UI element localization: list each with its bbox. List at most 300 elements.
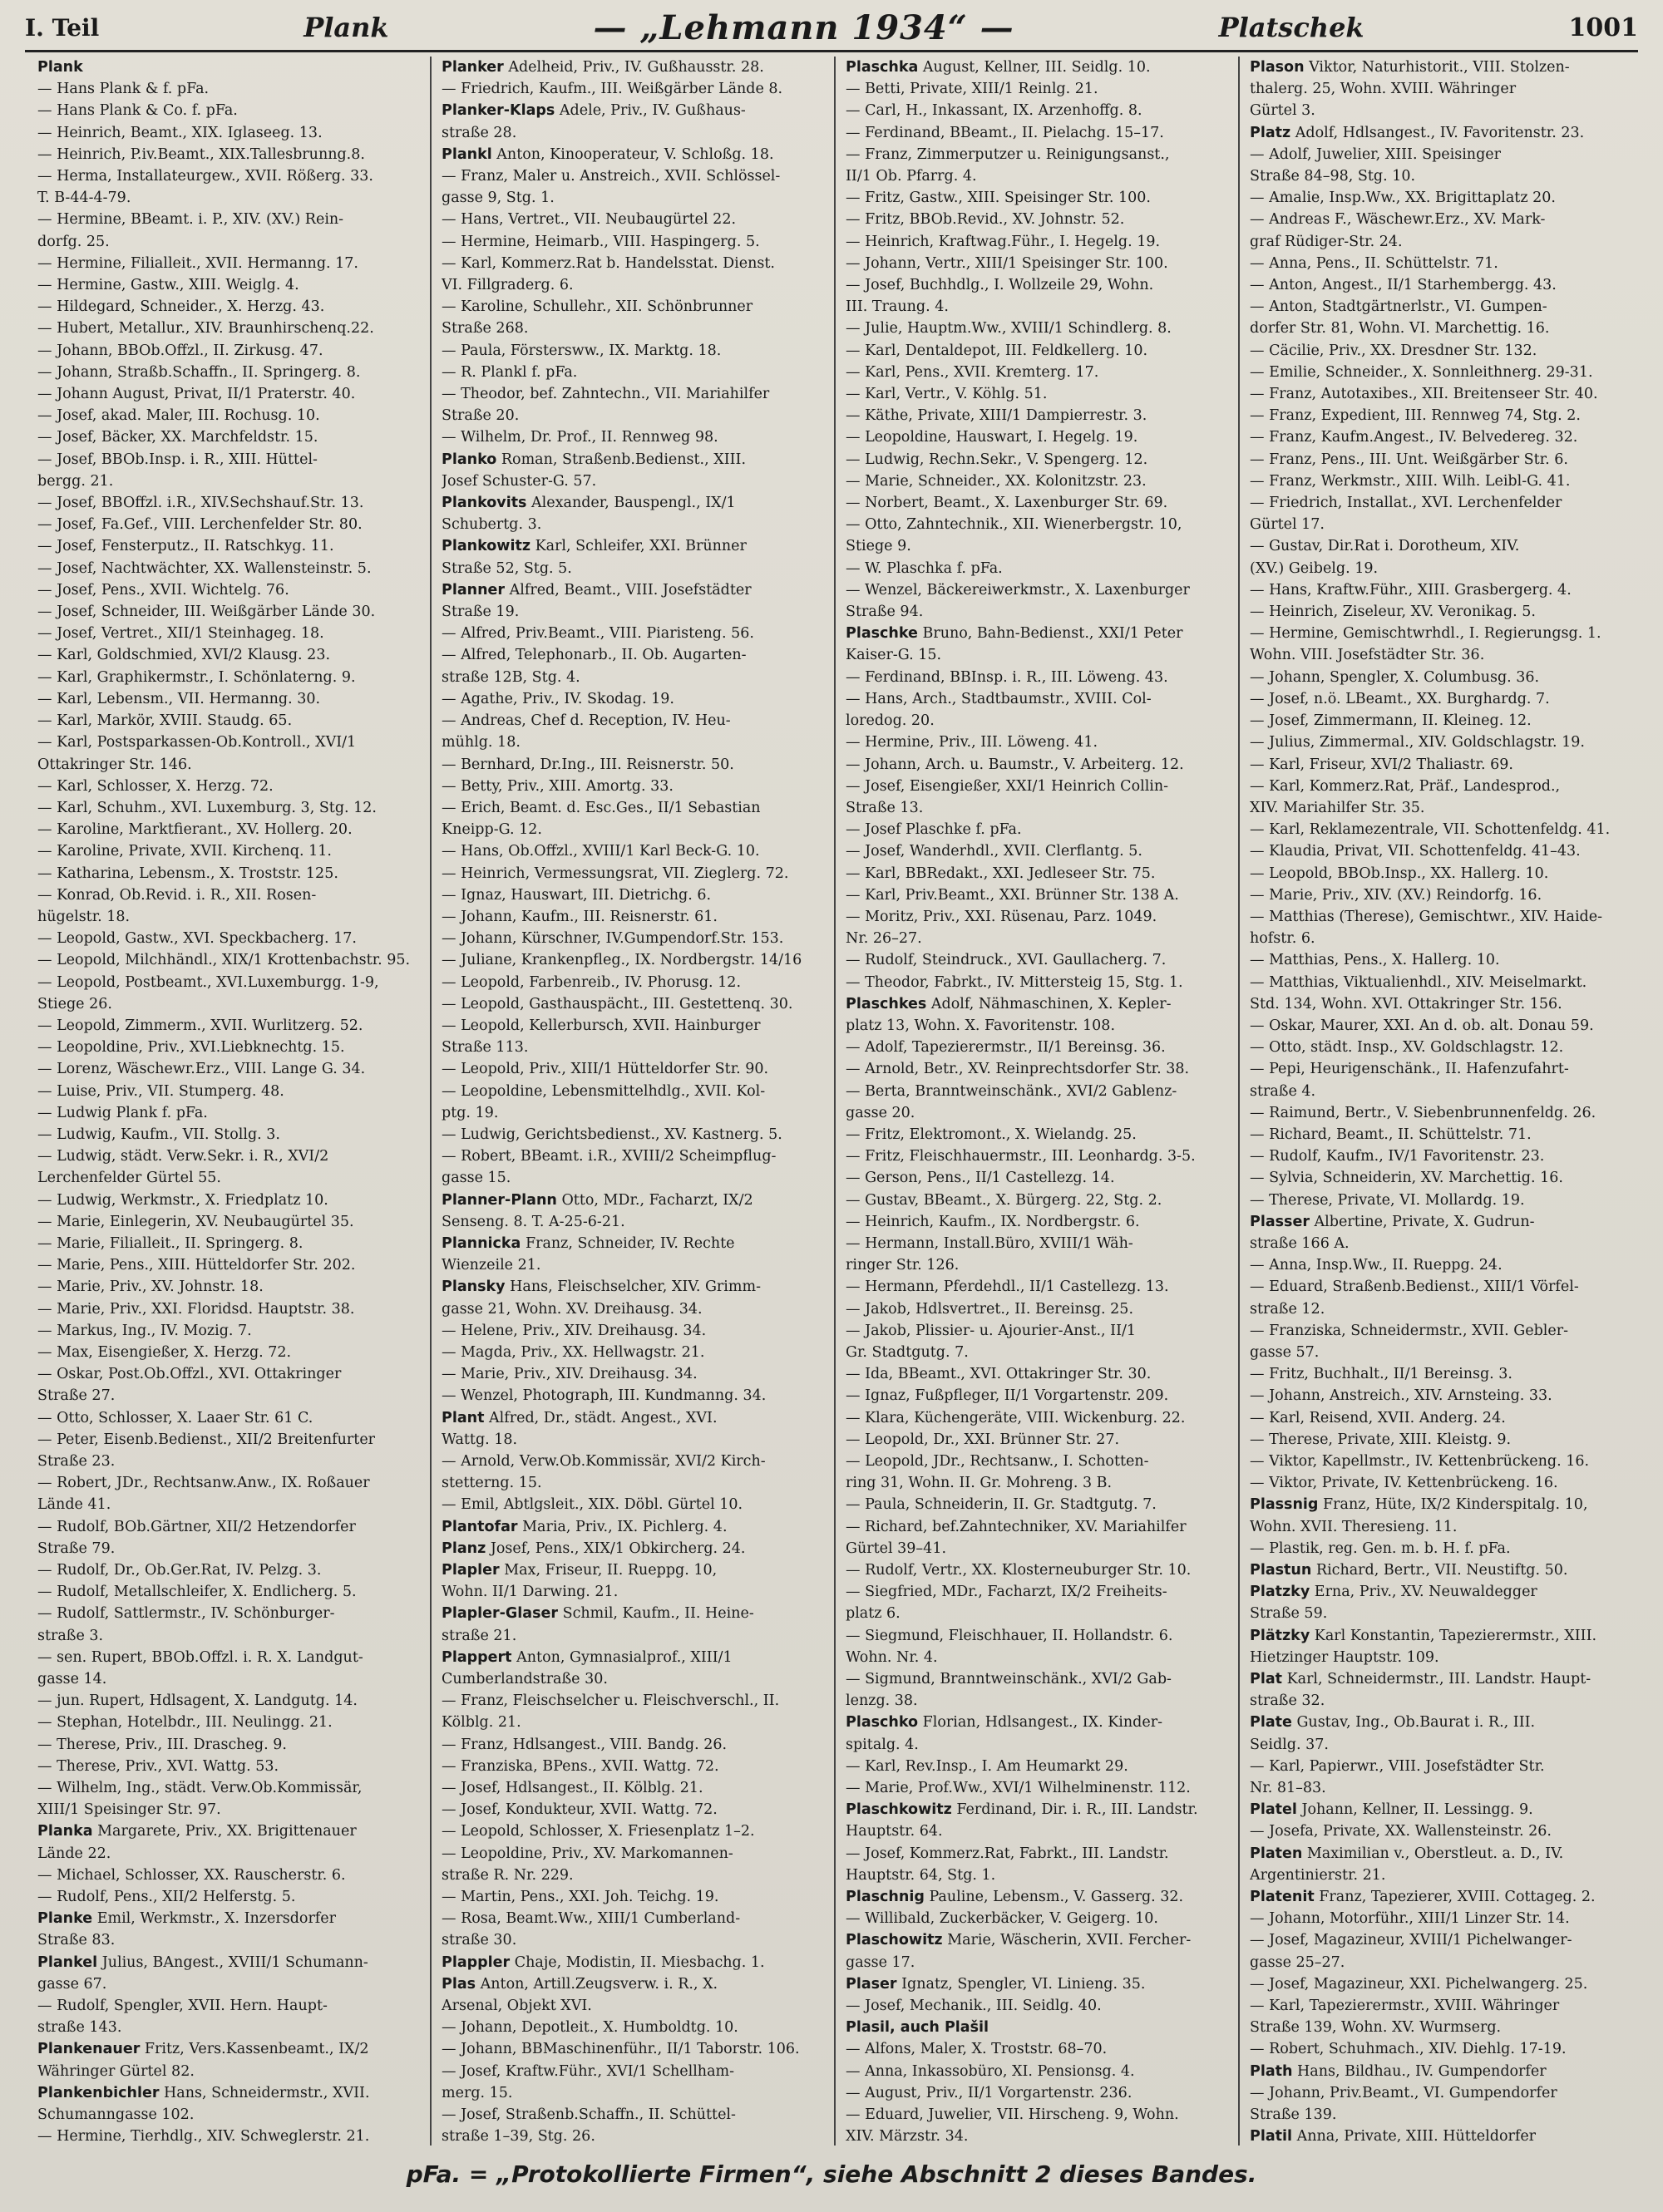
directory-entry	[1250, 1037, 1636, 1058]
entry-text: Wienzeile 21.	[442, 1257, 541, 1274]
entry-text: — Karl, Markör, XVIII. Staudg. 65.	[37, 712, 293, 730]
entry-text: — Josef, Kondukteur, XVII. Wattg. 72.	[442, 1801, 718, 1819]
entry-text: — Heinrich, Kaufm., IX. Nordbergstr. 6.	[846, 1213, 1140, 1230]
directory-entry	[442, 1167, 827, 1189]
entry-text: Ottakringer Str. 146.	[37, 756, 192, 773]
directory-entry	[37, 1320, 423, 1342]
entry-text: — Hans, Kraftw.Führ., XIII. Grasbergerg. 4.	[1250, 581, 1572, 599]
directory-entry	[37, 1865, 423, 1886]
directory-entry	[846, 209, 1231, 230]
directory-entry	[1250, 318, 1636, 339]
directory-entry	[1250, 819, 1636, 840]
entry-text: VI. Fillgraderg. 6.	[442, 277, 574, 294]
directory-entry	[1250, 1712, 1636, 1733]
directory-entry	[442, 1494, 827, 1515]
entry-text: bergg. 21.	[37, 472, 114, 490]
entry-text: Adele, Priv., IV. Gußhaus-	[555, 102, 746, 120]
directory-entry	[846, 2126, 1231, 2145]
directory-entry	[846, 819, 1231, 840]
entry-text: Julius, BAngest., XVIII/1 Schumann-	[97, 1953, 368, 1971]
directory-entry	[442, 78, 827, 100]
entry-text: gasse 57.	[1250, 1343, 1320, 1361]
entry-text: — Karl, Dentaldepot, III. Feldkellerg. 10.	[846, 342, 1148, 359]
directory-entry	[1250, 1363, 1636, 1385]
entry-text: — Betti, Private, XIII/1 Reinlg. 21.	[846, 81, 1098, 98]
entry-text: — Johann, Anstreich., XIV. Arnsteing. 33.	[1250, 1387, 1552, 1405]
directory-entry	[442, 362, 827, 383]
directory-entry	[37, 1995, 423, 2017]
directory-entry	[846, 1298, 1231, 1320]
entry-text: gasse 9, Stg. 1.	[442, 190, 555, 207]
directory-entry	[846, 1973, 1231, 1995]
entry-text: Franz, Schneider, IV. Rechte	[521, 1234, 735, 1252]
directory-entry	[442, 1211, 827, 1233]
directory-entry	[37, 623, 423, 644]
entry-text: Schmil, Kaufm., II. Heine-	[558, 1605, 754, 1623]
entry-text: — Otto, Schlosser, X. Laaer Str. 61 C.	[37, 1409, 313, 1426]
directory-entry	[1250, 405, 1636, 426]
directory-entry	[37, 122, 423, 144]
entry-text: — Josefa, Private, XX. Wallensteinstr. 26.	[1250, 1823, 1552, 1840]
surname-keyword: Platz	[1250, 124, 1291, 141]
entry-text: Straße 13.	[846, 799, 924, 816]
entry-text: — Marie, Einlegerin, XV. Neubaugürtel 35.	[37, 1213, 354, 1230]
entry-text: — Franz, Fleischselcher u. Fleischverschl., II.	[442, 1692, 780, 1710]
directory-entry	[846, 644, 1231, 666]
directory-entry	[37, 732, 423, 753]
entry-text: Albertine, Private, X. Gudrun-	[1309, 1213, 1535, 1230]
directory-entry	[37, 2082, 423, 2104]
entry-text: straße 166 A.	[1250, 1234, 1350, 1252]
entry-text: — Leopold, Priv., XIII/1 Hütteldorfer Str. 90.	[442, 1061, 769, 1078]
entry-text: Anton, Artill.Zeugsverw. i. R., X.	[476, 1975, 718, 1993]
directory-entry	[442, 1276, 827, 1298]
entry-text: — Herma, Installateurgew., XVII. Rößerg. 33.	[37, 168, 373, 185]
directory-entry	[442, 1843, 827, 1865]
directory-entry	[37, 1799, 423, 1820]
directory-entry	[846, 906, 1231, 928]
surname-keyword: Plath	[1250, 2062, 1293, 2080]
directory-entry	[1250, 1973, 1636, 1995]
surname-keyword: Plansky	[442, 1278, 506, 1296]
directory-entry	[442, 1385, 827, 1407]
entry-text: — Max, Eisengießer, X. Herzg. 72.	[37, 1343, 292, 1361]
entry-text: — Anna, Pens., II. Schüttelstr. 71.	[1250, 254, 1498, 272]
directory-entry	[1250, 776, 1636, 797]
entry-text: — Michael, Schlosser, XX. Rauscherstr. 6.	[37, 1866, 346, 1884]
directory-entry	[846, 1538, 1231, 1559]
entry-text: gasse 21, Wohn. XV. Dreihausg. 34.	[442, 1300, 703, 1318]
directory-entry	[1250, 122, 1636, 144]
entry-text: — Josef, Straßenb.Schaffn., II. Schüttel-	[442, 2106, 736, 2124]
directory-entry	[1250, 1081, 1636, 1102]
directory-entry	[846, 797, 1231, 819]
directory-entry	[37, 1625, 423, 1647]
directory-entry	[37, 949, 423, 971]
directory-entry	[1250, 2017, 1636, 2038]
surname-keyword: Plant	[442, 1409, 485, 1426]
directory-entry	[1250, 906, 1636, 928]
entry-text: merg. 15.	[442, 2084, 513, 2101]
entry-text: — Ferdinand, BBInsp. i. R., III. Löweng. 43.	[846, 668, 1168, 686]
directory-entry	[442, 1451, 827, 1472]
entry-text: platz 13, Wohn. X. Favoritenstr. 108.	[846, 1017, 1116, 1034]
entry-text: graf Rüdiger-Str. 24.	[1250, 233, 1403, 250]
directory-entry	[846, 1145, 1231, 1167]
surname-keyword: Platenit	[1250, 1889, 1315, 1906]
entry-text: — Josef, Nachtwächter, XX. Wallensteinstr. 5.	[37, 559, 372, 577]
directory-entry	[846, 187, 1231, 209]
directory-entry	[846, 1581, 1231, 1603]
surname-keyword: Planner-Plann	[442, 1191, 557, 1209]
directory-entry	[37, 1102, 423, 1124]
directory-entry	[37, 819, 423, 840]
entry-text: Marie, Wäscherin, XVII. Fercher-	[942, 1932, 1192, 1949]
entry-text: — Johann, BBMaschinenführ., II/1 Taborstr. 106.	[442, 2041, 800, 2058]
directory-entry	[442, 1037, 827, 1058]
entry-text: — Raimund, Bertr., V. Siebenbrunnenfeldg. 26.	[1250, 1104, 1596, 1121]
directory-entry	[1250, 1276, 1636, 1298]
directory-entry	[37, 1451, 423, 1472]
directory-entry	[37, 426, 423, 448]
entry-text: — Berta, Branntweinschänk., XVI/2 Gablenz-	[846, 1082, 1177, 1100]
surname-keyword: Planker	[442, 59, 504, 76]
entry-text: lenzg. 38.	[846, 1692, 918, 1710]
entry-text: II/1 Ob. Pfarrg. 4.	[846, 168, 977, 185]
directory-entry	[1250, 1777, 1636, 1799]
directory-entry	[442, 819, 827, 840]
directory-entry	[1250, 1929, 1636, 1951]
directory-entry	[846, 667, 1231, 688]
directory-entry	[1250, 1734, 1636, 1756]
entry-text: straße 28.	[442, 124, 517, 141]
entry-text: gasse 14.	[37, 1671, 107, 1688]
entry-text: — Rudolf, Steindruck., XVI. Gaullacherg. 7.	[846, 952, 1167, 969]
entry-text: platz 6.	[846, 1605, 901, 1623]
entry-text: — Josef, Wanderhdl., XVII. Clerflantg. 5.	[846, 843, 1142, 860]
directory-entry	[37, 928, 423, 949]
entry-text: Lände 22.	[37, 1845, 111, 1862]
entry-text: Anna, Private, XIII. Hütteldorfer	[1292, 2128, 1537, 2145]
directory-entry	[1250, 535, 1636, 557]
directory-entry	[37, 57, 423, 78]
directory-entry	[1250, 884, 1636, 906]
directory-entry	[37, 1538, 423, 1559]
entry-text: — Hans Plank & f. pFa.	[37, 81, 210, 98]
entry-text: — Josef, Vertret., XII/1 Steinhageg. 18.	[37, 625, 324, 643]
entry-text: Straße 20.	[442, 407, 520, 425]
directory-entry	[37, 1843, 423, 1865]
entry-text: — Leopold, Kellerbursch, XVII. Hainburger	[442, 1017, 761, 1034]
directory-entry	[37, 1407, 423, 1429]
directory-entry	[442, 1929, 827, 1951]
entry-text: — Anna, Insp.Ww., II. Rueppg. 24.	[1250, 1257, 1503, 1274]
directory-entry	[1250, 558, 1636, 579]
entry-text: — Robert, BBeamt. i.R., XVIII/2 Scheimpflug-	[442, 1148, 777, 1165]
directory-entry	[442, 993, 827, 1015]
directory-entry	[442, 209, 827, 230]
directory-entry	[37, 274, 423, 296]
entry-text: — Leopoldine, Priv., XVI.Liebknechtg. 15.	[37, 1039, 345, 1057]
directory-entry	[1250, 2038, 1636, 2060]
directory-entry	[37, 340, 423, 362]
entry-text: — Hermine, Priv., III. Löweng. 41.	[846, 734, 1098, 751]
directory-entry	[846, 1756, 1231, 1777]
directory-entry	[37, 100, 423, 121]
surname-keyword: Planner	[442, 581, 506, 599]
entry-text: Gr. Stadtgutg. 7.	[846, 1343, 969, 1361]
directory-entry	[37, 1494, 423, 1515]
entry-text: — Julius, Zimmermal., XIV. Goldschlagstr. 19.	[1250, 734, 1585, 751]
entry-text: Seidlg. 37.	[1250, 1736, 1329, 1753]
directory-entry	[846, 1385, 1231, 1407]
directory-entry	[37, 209, 423, 230]
entry-text: — W. Plaschka f. pFa.	[846, 559, 1003, 577]
entry-text: Nr. 81–83.	[1250, 1780, 1326, 1797]
directory-entry	[442, 1538, 827, 1559]
entry-text: — Josef, Kommerz.Rat, Fabrkt., III. Landstr.	[846, 1845, 1169, 1862]
directory-entry	[442, 884, 827, 906]
entry-text: — Rudolf, Dr., Ob.Ger.Rat, IV. Pelzg. 3.	[37, 1562, 322, 1579]
directory-entry	[37, 1145, 423, 1167]
entry-text: — Lorenz, Wäschewr.Erz., VIII. Lange G. 34.	[37, 1061, 366, 1078]
entry-text: — Amalie, Insp.Ww., XX. Brigittaplatz 20.	[1250, 190, 1556, 207]
directory-entry	[37, 776, 423, 797]
entry-text: — Pepi, Heurigenschänk., II. Hafenzufahrt-	[1250, 1061, 1569, 1078]
entry-text: — Jakob, Plissier- u. Ajourier-Anst., II/1	[846, 1322, 1137, 1339]
entry-text: — Hermine, Tierhdlg., XIV. Schweglerstr. 21.	[37, 2128, 370, 2145]
directory-entry	[1250, 1559, 1636, 1581]
directory-entry	[37, 187, 423, 209]
directory-entry	[37, 1429, 423, 1451]
entry-text: Arsenal, Objekt XVI.	[442, 1998, 592, 2015]
entry-text: — Therese, Priv., III. Drascheg. 9.	[37, 1736, 287, 1753]
entry-text: — Karoline, Schullehr., XII. Schönbrunner	[442, 298, 753, 316]
entry-text: — Leopold, Gastw., XVI. Speckbacherg. 17.	[37, 930, 357, 948]
directory-entry	[442, 754, 827, 776]
directory-entry	[37, 1190, 423, 1211]
entry-text: — Luise, Priv., VII. Stumperg. 48.	[37, 1082, 284, 1100]
surname-keyword: Plapler	[442, 1562, 500, 1579]
entry-text: Straße 94.	[846, 603, 924, 621]
directory-entry	[1250, 949, 1636, 971]
entry-text: — Therese, Private, VI. Mollardg. 19.	[1250, 1191, 1525, 1209]
entry-text: — Marie, Filialleit., II. Springerg. 8.	[37, 1234, 303, 1252]
entry-text: Franz, Tapezierer, XVIII. Cottageg. 2.	[1314, 1889, 1596, 1906]
directory-entry	[1250, 601, 1636, 623]
directory-entry	[846, 623, 1231, 644]
directory-entry	[1250, 688, 1636, 710]
directory-entry	[846, 253, 1231, 274]
entry-text: — Ludwig Plank f. pFa.	[37, 1104, 208, 1121]
entry-text: — Heinrich, Ziseleur, XV. Veronikag. 5.	[1250, 603, 1536, 621]
entry-text: — Hermine, BBeamt. i. P., XIV. (XV.) Rein-	[37, 211, 344, 229]
directory-entry	[442, 863, 827, 884]
surname-keyword: Plasser	[1250, 1213, 1310, 1230]
entry-text: — Josef, Kraftw.Führ., XVI/1 Schellham-	[442, 2062, 735, 2080]
entry-text: Hietzinger Hauptstr. 109.	[1250, 1648, 1439, 1666]
entry-text: — Franz, Maler u. Anstreich., XVII. Schlössel-	[442, 168, 781, 185]
entry-text: — Marie, Schneider., XX. Kolonitzstr. 23.	[846, 472, 1147, 490]
directory-entry	[846, 1690, 1231, 1712]
directory-entry	[846, 949, 1231, 971]
entry-text: — Marie, Prof.Ww., XVI/1 Wilhelminenstr. 112.	[846, 1780, 1191, 1797]
entry-text: Straße 23.	[37, 1453, 116, 1470]
directory-entry	[442, 1908, 827, 1929]
entry-text: — Karl, Friseur, XVI/2 Thaliastr. 69.	[1250, 756, 1513, 773]
entry-text: — Franz, Pens., III. Unt. Weißgärber Str. 6.	[1250, 451, 1568, 468]
entry-text: Straße 268.	[442, 320, 529, 337]
entry-text: Straße 59.	[1250, 1605, 1328, 1623]
directory-entry	[37, 2038, 423, 2060]
surname-keyword: Plannicka	[442, 1234, 521, 1252]
entry-text: — Fritz, Buchhalt., II/1 Bereinsg. 3.	[1250, 1366, 1512, 1383]
directory-entry	[442, 1124, 827, 1145]
entry-text: — Karl, Reklamezentrale, VII. Schottenfeldg. 41.	[1250, 821, 1611, 839]
directory-entry	[1250, 644, 1636, 666]
directory-entry	[37, 2017, 423, 2038]
entry-text: — Viktor, Kapellmstr., IV. Kettenbrückeng. 16.	[1250, 1453, 1590, 1470]
entry-text: — Karl, Kommerz.Rat b. Handelsstat. Dienst.	[442, 254, 775, 272]
directory-entry	[37, 710, 423, 732]
entry-text: — Franz, Zimmerputzer u. Reinigungsanst.,	[846, 145, 1170, 163]
entry-text: — Anton, Angest., II/1 Starhembergg. 43.	[1250, 277, 1557, 294]
directory-entry	[846, 993, 1231, 1015]
directory-entry	[1250, 732, 1636, 753]
directory-entry	[37, 514, 423, 535]
entry-text: Otto, MDr., Facharzt, IX/2	[556, 1191, 753, 1209]
directory-entry	[846, 1799, 1231, 1820]
entry-text: — Marie, Priv., XIV. (XV.) Reindorfg. 16.	[1250, 886, 1542, 904]
entry-text: — Agathe, Priv., IV. Skodag. 19.	[442, 690, 674, 707]
directory-entry	[37, 840, 423, 862]
directory-entry	[1250, 1385, 1636, 1407]
entry-text: — Josef, Hdlsangest., II. Kölblg. 21.	[442, 1780, 703, 1797]
entry-text: — Hermann, Install.Büro, XVIII/1 Wäh-	[846, 1234, 1133, 1252]
entry-text: straße 32.	[1250, 1692, 1325, 1710]
directory-entry	[442, 1254, 827, 1276]
entry-text: — Therese, Priv., XVI. Wattg. 53.	[37, 1757, 279, 1775]
entry-text: straße 4.	[1250, 1082, 1316, 1100]
directory-entry	[846, 972, 1231, 993]
directory-entry	[37, 1668, 423, 1690]
entry-text: — Josef, Zimmermann, II. Kleineg. 12.	[1250, 712, 1532, 730]
directory-entry	[1250, 1581, 1636, 1603]
entry-text: straße 12.	[1250, 1300, 1325, 1318]
directory-entry	[846, 470, 1231, 492]
entry-text: — Karl, Rev.Insp., I. Am Heumarkt 29.	[846, 1757, 1128, 1775]
directory-entry	[37, 1167, 423, 1189]
directory-entry	[442, 144, 827, 165]
entry-text: XIII/1 Speisinger Str. 97.	[37, 1801, 221, 1819]
directory-entry	[442, 579, 827, 601]
directory-entry	[1250, 1995, 1636, 2017]
directory-entry	[442, 449, 827, 470]
surname-keyword: Plapler-Glaser	[442, 1605, 559, 1623]
entry-text: — Arnold, Betr., XV. Reinprechtsdorfer Str. 38.	[846, 1061, 1190, 1078]
entry-text: — Franziska, BPens., XVII. Wattg. 72.	[442, 1757, 719, 1775]
directory-entry	[1250, 1799, 1636, 1820]
directory-entry	[1250, 57, 1636, 78]
entry-text: — jun. Rupert, Hdlsagent, X. Landgutg. 14.	[37, 1692, 358, 1710]
directory-entry	[37, 906, 423, 928]
surname-keyword: Plason	[1250, 59, 1305, 76]
entry-text: Josef Schuster-G. 57.	[442, 472, 597, 490]
directory-entry	[442, 514, 827, 535]
entry-text: — Josef, BBOb.Insp. i. R., XIII. Hüttel-	[37, 451, 318, 468]
directory-entry	[1250, 1190, 1636, 1211]
entry-text: — Hubert, Metallur., XIV. Braunhirschenq.22.	[37, 320, 374, 337]
entry-text: — Otto, Zahntechnik., XII. Wienerbergstr. 10,	[846, 516, 1182, 534]
surname-keyword: Plankl	[442, 145, 492, 163]
entry-text: — Karl, Postsparkassen-Ob.Kontroll., XVI/1	[37, 734, 357, 751]
entry-text: — Heinrich, Beamt., XIX. Iglaseeg. 13.	[37, 124, 323, 141]
directory-entry	[846, 754, 1231, 776]
entry-text: Lände 41.	[37, 1496, 111, 1514]
directory-entry	[846, 1472, 1231, 1494]
directory-entry	[846, 1908, 1231, 1929]
directory-entry	[846, 710, 1231, 732]
directory-entry	[846, 1712, 1231, 1733]
directory-entry	[442, 340, 827, 362]
directory-entry	[1250, 928, 1636, 949]
directory-entry	[1250, 1908, 1636, 1929]
surname-keyword: Plankel	[37, 1953, 98, 1971]
entry-text: — Leopold, BBOb.Insp., XX. Hallerg. 10.	[1250, 865, 1549, 882]
surname-keyword: Plaschnig	[846, 1889, 925, 1906]
directory-entry	[846, 318, 1231, 339]
entry-text: Gürtel 39–41.	[846, 1540, 947, 1557]
directory-entry	[846, 1603, 1231, 1624]
entry-text: Richard, Bertr., VII. Neustiftg. 50.	[1311, 1562, 1568, 1579]
surname-keyword: Plat	[1250, 1671, 1282, 1688]
entry-text: — Karoline, Marktfierant., XV. Hollerg. 20.	[37, 821, 353, 839]
directory-entry	[442, 1472, 827, 1494]
directory-entry	[37, 1712, 423, 1733]
surname-keyword: Planz	[442, 1540, 486, 1557]
directory-entry	[1250, 1668, 1636, 1690]
directory-entry	[37, 1124, 423, 1145]
directory-entry	[1250, 1690, 1636, 1712]
entry-text: gasse 25–27.	[1250, 1953, 1345, 1971]
entry-text: — Josef, Fa.Gef., VIII. Lerchenfelder Str. 80.	[37, 516, 363, 534]
directory-entry	[37, 1690, 423, 1712]
directory-entry	[37, 1015, 423, 1037]
entry-text: Wohn. VIII. Josefstädter Str. 36.	[1250, 647, 1485, 664]
directory-entry	[846, 1820, 1231, 1842]
entry-text: T. B-44-4-79.	[37, 190, 131, 207]
directory-entry	[846, 1276, 1231, 1298]
entry-text: — Johann August, Privat, II/1 Praterstr. 40.	[37, 386, 356, 403]
directory-entry	[442, 1058, 827, 1080]
entry-text: — Oskar, Maurer, XXI. An d. ob. alt. Donau 59.	[1250, 1017, 1594, 1034]
entry-text: — Siegfried, MDr., Facharzt, IX/2 Freiheits-	[846, 1584, 1167, 1601]
entry-text: Straße 139, Wohn. XV. Wurmserg.	[1250, 2019, 1502, 2037]
directory-entry	[37, 78, 423, 100]
entry-text: — Betty, Priv., XIII. Amortg. 33.	[442, 777, 674, 795]
entry-text: Hans, Fleischselcher, XIV. Grimm-	[505, 1278, 761, 1296]
directory-entry	[442, 1342, 827, 1363]
directory-entry	[1250, 1124, 1636, 1145]
entry-text: — Johann, Vertr., XIII/1 Speisinger Str. 100.	[846, 254, 1168, 272]
entry-text: Johann, Kellner, II. Lessingg. 9.	[1296, 1801, 1533, 1819]
entry-text: Viktor, Naturhistorit., VIII. Stolzen-	[1304, 59, 1570, 76]
entry-text: Alfred, Beamt., VIII. Josefstädter	[505, 581, 752, 599]
entry-text: — sen. Rupert, BBOb.Offzl. i. R. X. Landgut-	[37, 1648, 363, 1666]
entry-text: — Josef, n.ö. LBeamt., XX. Burghardg. 7.	[1250, 690, 1550, 707]
entry-text: — Hildegard, Schneider., X. Herzg. 43.	[37, 298, 325, 316]
directory-entry	[37, 2104, 423, 2126]
